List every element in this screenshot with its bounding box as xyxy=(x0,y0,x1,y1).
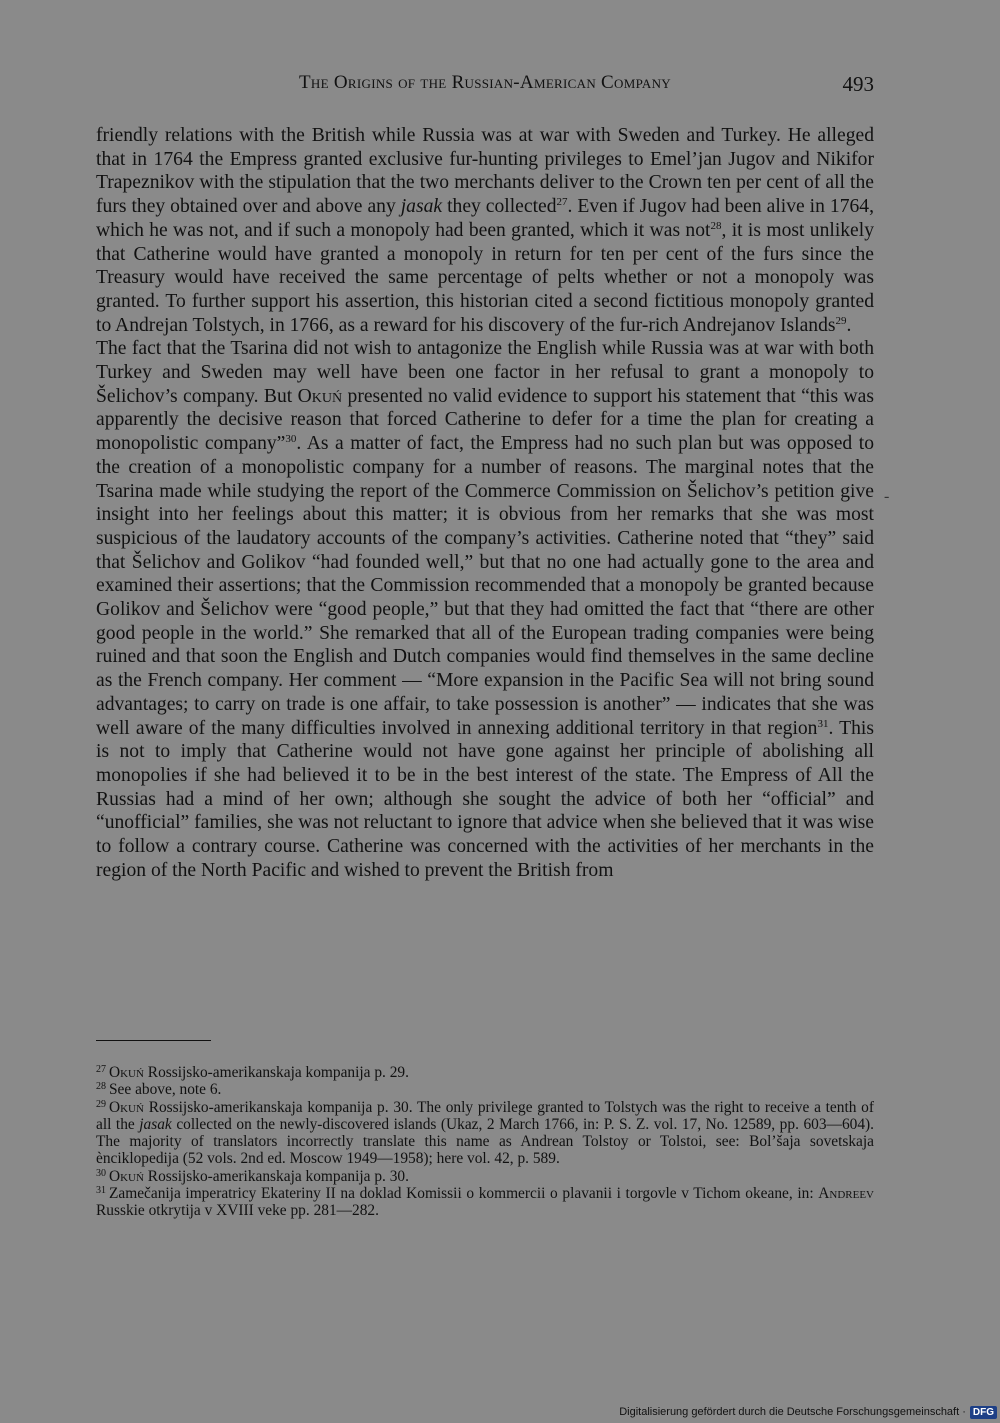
paragraph-2: The fact that the Tsarina did not wish to antagonize the English while Russia was at war with both Turkey and Sweden may well have been one factor in her refusal to grant a monopoly to Šelichov’s company. But Okuń presented no valid evidence to support his statement that “this was apparently the decisive reason that forced Catherine to defer for a time the plan for creating a monopolistic company”$^{30}$. As a matter of fact, the Empress had no such plan but was opposed to the creation of a monopolistic company for a number of reasons. The marginal notes that the Tsarina made while studying the report of the Commerce Commission on Šelichov’s petition give insight into her feelings about this matter; it is obvious from her remarks that she was most suspicious of the laudatory accounts of the company’s activities. Catherine noted that “they” said that Šelichov and Golikov “had founded well,” but that no one had actually gone to the area and examined their assertions; that the Commission recommended that a monopoly be granted because Golikov and Šelichov were “good people,” but that they had omitted the fact that “there are other good people in the world.” She remarked that all of the European trading companies were being ruined and that soon the English and Dutch companies would find themselves in the same decline as the French company. Her comment — “More expansion in the Pacific Sea will not bring sound advantages; to carry on trade is one affair, to take possession is another” — indicates that she was well aware of the many difficulties involved in annexing additional territory in that region$^{31}$. This is not to imply that Catherine would not have gone against her principle of abolishing all monopolies if she had believed it to be in the best interest of the state. The Empress of All the Russias had a mind of her own; although she sought the advice of both her “official” and “unofficial” families, she was not reluctant to ignore that advice when she believed that it was wise to follow a contrary course. Catherine was concerned with the activities of her merchants in the region of the North Pacific and wished to prevent the British from xyxy=(96,338,875,881)
paragraph-1: friendly relations with the British while Russia was at war with Sweden and Turkey. He alleged that in 1764 the Empress granted exclusive fur-hunting privileges to Emel’jan Jugov and Nikifor Trapeznikov with the stipulation that the two merchants deliver to the Crown ten per cent of all the furs they obtained over and above any jasak they collected$^{27}$. Even if Jugov had been alive in 1764, which he was not, and if such a monopoly had been granted, which it was not$^{28}$, it is most unlikely that Catherine would have granted a monopoly in return for ten per cent of the furs since the Treasury would have received the same percentage of pelts whether or not a monopoly was granted. To further support his assertion, this historian cited a second fictitious monopoly granted to Andrejan Tolstych, in 1766, as a reward for his discovery of the fur-rich Andrejanov Islands$^{29}$. xyxy=(96,125,874,336)
italic-term: jasak xyxy=(400,196,443,218)
author-name: Okuń xyxy=(297,385,343,407)
footnote-ref-29[interactable]: 29 xyxy=(835,314,847,327)
footnote-28: $^{28}$ See above, note 6. xyxy=(96,1081,222,1099)
body-text xyxy=(96,124,874,883)
footnote-ref-30[interactable]: 30 xyxy=(285,433,297,446)
digitization-credit xyxy=(619,1401,1000,1423)
running-header xyxy=(96,70,874,100)
page-number: 493 xyxy=(842,72,874,96)
footnote-27: $^{27}$ Okuń Rossijsko-amerikanskaja kompanija p. 29. xyxy=(96,1064,409,1081)
footnote-29: $^{29}$ Okuń Rossijsko-amerikanskaja kompanija p. 30. The only privilege granted to Tolstych was the right to receive a tenth of all the jasak collected on the newly-discovered islands (Ukaz, 2 March 1766, in: P. S. Z. vol. 17, No. 12589, pp. 603—604). The majority of translators incorrectly translate this name as Andrean Tolstoy or Tolstoi, see: Bol’šaja sovetskaja ènciklopedija (52 vols. 2nd ed. Moscow 1949—1958); here vol. 42, p. 589. xyxy=(96,1098,875,1168)
footnote-ref-28[interactable]: 28 xyxy=(710,219,722,232)
footnote-divider xyxy=(96,1040,211,1041)
footnote-31: $^{31}$ Zamečanija imperatricy Ekateriny II na doklad Komissii o kommercii o plavanii i torgovle v Tichom okeane, in: Andreev Russkie otkrytija v XVIII veke pp. 281—282. xyxy=(96,1185,874,1220)
footnote-ref-27[interactable]: 27 xyxy=(556,196,568,209)
credit-text: Digitalisierung gefördert durch die Deutsche Forschungsgemeinschaft · xyxy=(619,1406,966,1418)
footnote-30: $^{30}$ Okuń Rossijsko-amerikanskaja kompanija p. 30. xyxy=(96,1167,409,1185)
footnotes xyxy=(96,1064,874,1220)
running-title: The Origins of the Russian-American Company xyxy=(299,72,671,93)
margin-dash-mark: - xyxy=(884,488,890,505)
footnote-ref-31[interactable]: 31 xyxy=(817,717,829,730)
dfg-logo-icon: DFG xyxy=(970,1406,997,1419)
